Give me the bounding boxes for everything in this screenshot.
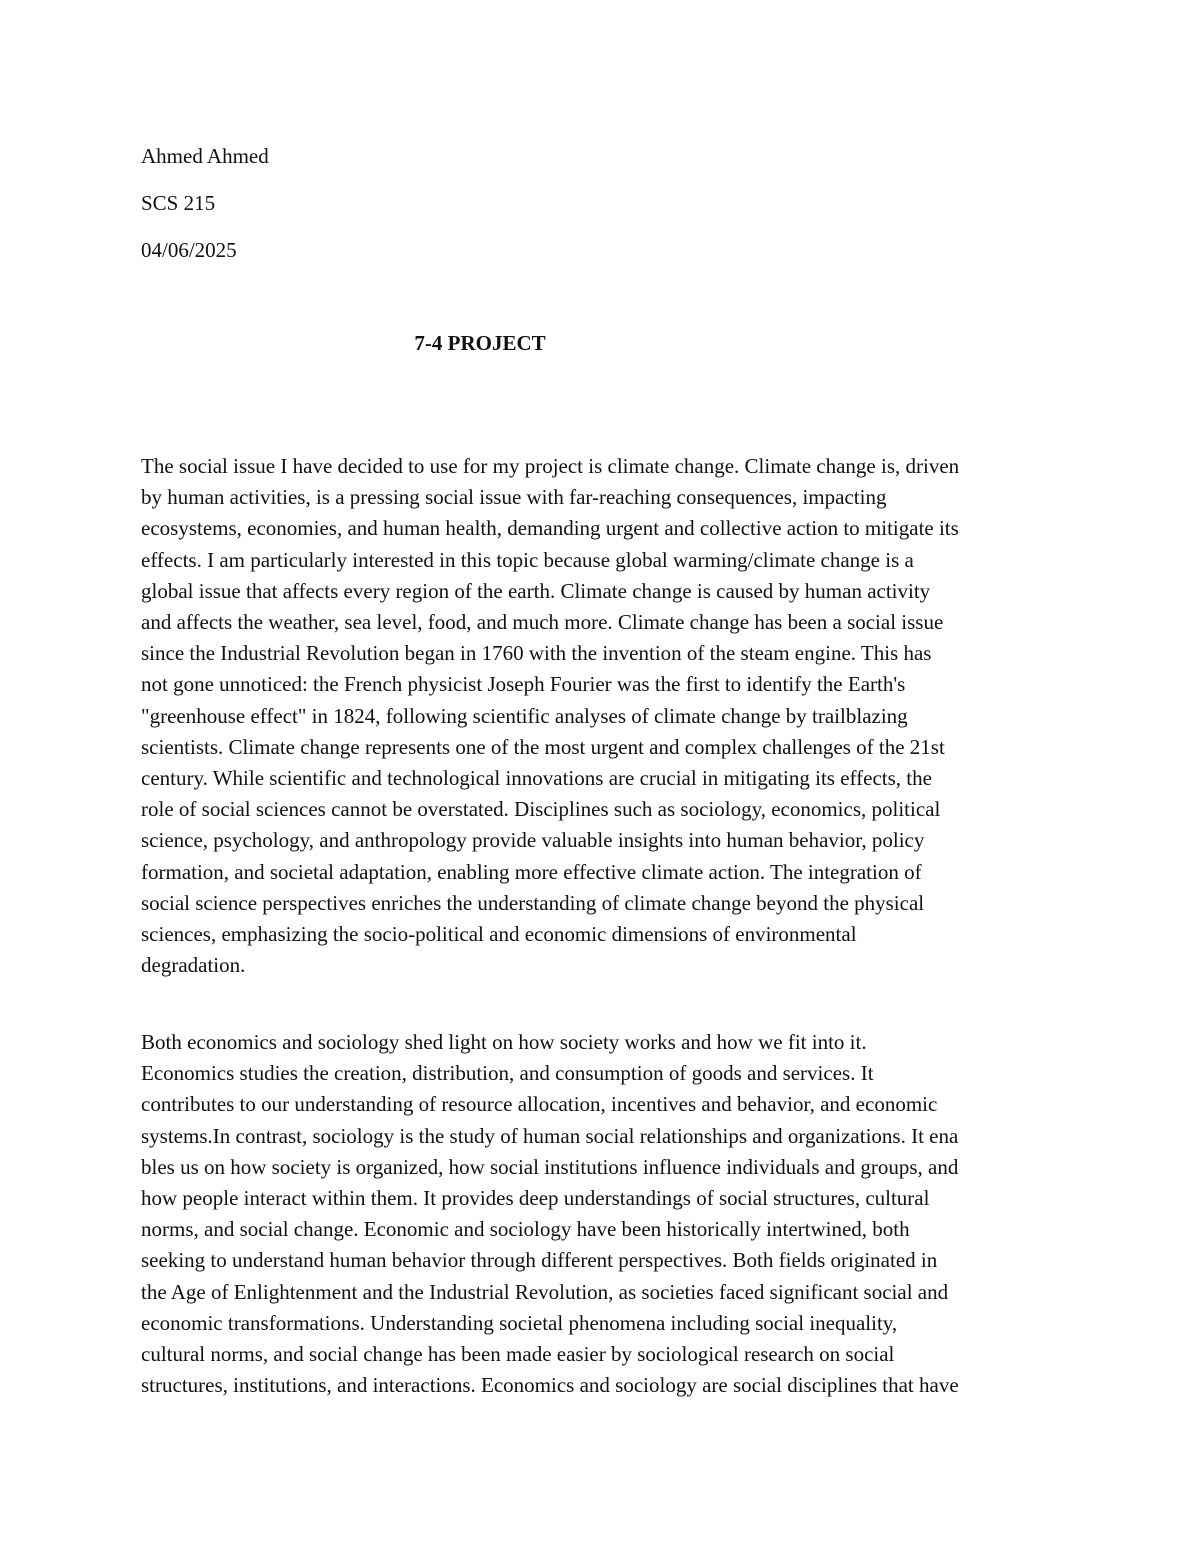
paragraph-line: "greenhouse effect" in 1824, following scientific analyses of climate change by trailblazing [141, 703, 908, 728]
paragraph-line: social science perspectives enriches the understanding of climate change beyond the physical [141, 890, 925, 915]
paragraph-line: the Age of Enlightenment and the Industrial Revolution, as societies faced significant social and [141, 1279, 949, 1304]
paragraph-line: Both economics and sociology shed light on how society works and how we fit into it. [141, 1030, 867, 1054]
paragraph-line: formation, and societal adaptation, enabling more effective climate action. The integration of [141, 859, 922, 884]
paragraph-line: not gone unnoticed: the French physicist Joseph Fourier was the first to identify the Earth's [141, 672, 906, 697]
paragraph-line: seeking to understand human behavior through different perspectives. Both fields originated in [141, 1248, 938, 1273]
course-code: SCS 215 [141, 191, 216, 215]
paragraph-line: structures, institutions, and interactions. Economics and sociology are social disciplines that have [141, 1373, 959, 1398]
paragraph-line: global issue that affects every region of the earth. Climate change is caused by human activity [141, 578, 931, 603]
paragraph-line: century. While scientific and technological innovations are crucial in mitigating its effects, the [141, 766, 932, 791]
paragraph-line: by human activities, is a pressing social issue with far-reaching consequences, impacting [141, 485, 887, 510]
paragraph-line: science, psychology, and anthropology provide valuable insights into human behavior, policy [141, 828, 925, 853]
document-date: 04/06/2025 [141, 238, 237, 262]
paragraph-line: sciences, emphasizing the socio-political and economic dimensions of environmental [141, 922, 857, 947]
paragraph-2 [141, 1027, 1071, 1401]
paragraph-line: how people interact within them. It provides deep understandings of social structures, cultural [141, 1186, 930, 1211]
paragraph-line: The social issue I have decided to use for my project is climate change. Climate change is, driven [141, 454, 960, 478]
paragraph-line: degradation. [141, 953, 246, 978]
paragraph-line: role of social sciences cannot be overstated. Disciplines such as sociology, economics, political [141, 797, 941, 822]
paragraph-line: systems.In contrast, sociology is the study of human social relationships and organizations. It ena [141, 1123, 959, 1148]
paragraph-line: ecosystems, economies, and human health, demanding urgent and collective action to mitigate its [141, 516, 959, 541]
document-title: 7-4 PROJECT [414, 331, 546, 355]
paragraph-line: economic transformations. Understanding societal phenomena including social inequality, [141, 1310, 898, 1335]
paragraph-line: bles us on how society is organized, how social institutions influence individuals and groups, and [141, 1154, 959, 1179]
author-name: Ahmed Ahmed [141, 144, 269, 168]
paragraph-line: cultural norms, and social change has been made easier by sociological research on social [141, 1342, 895, 1367]
paragraph-line: contributes to our understanding of resource allocation, incentives and behavior, and economic [141, 1092, 938, 1117]
paragraph-line: effects. I am particularly interested in this topic because global warming/climate change is a [141, 547, 914, 572]
paragraph-line: since the Industrial Revolution began in 1760 with the invention of the steam engine. This has [141, 641, 932, 666]
paragraph-1 [141, 451, 1071, 981]
paragraph-line: Economics studies the creation, distribution, and consumption of goods and services. It [141, 1061, 874, 1086]
paragraph-line: norms, and social change. Economic and sociology have been historically intertwined, both [141, 1217, 910, 1242]
paragraph-line: and affects the weather, sea level, food, and much more. Climate change has been a social issue [141, 610, 944, 635]
paragraph-line: scientists. Climate change represents one of the most urgent and complex challenges of the 21st [141, 734, 945, 759]
